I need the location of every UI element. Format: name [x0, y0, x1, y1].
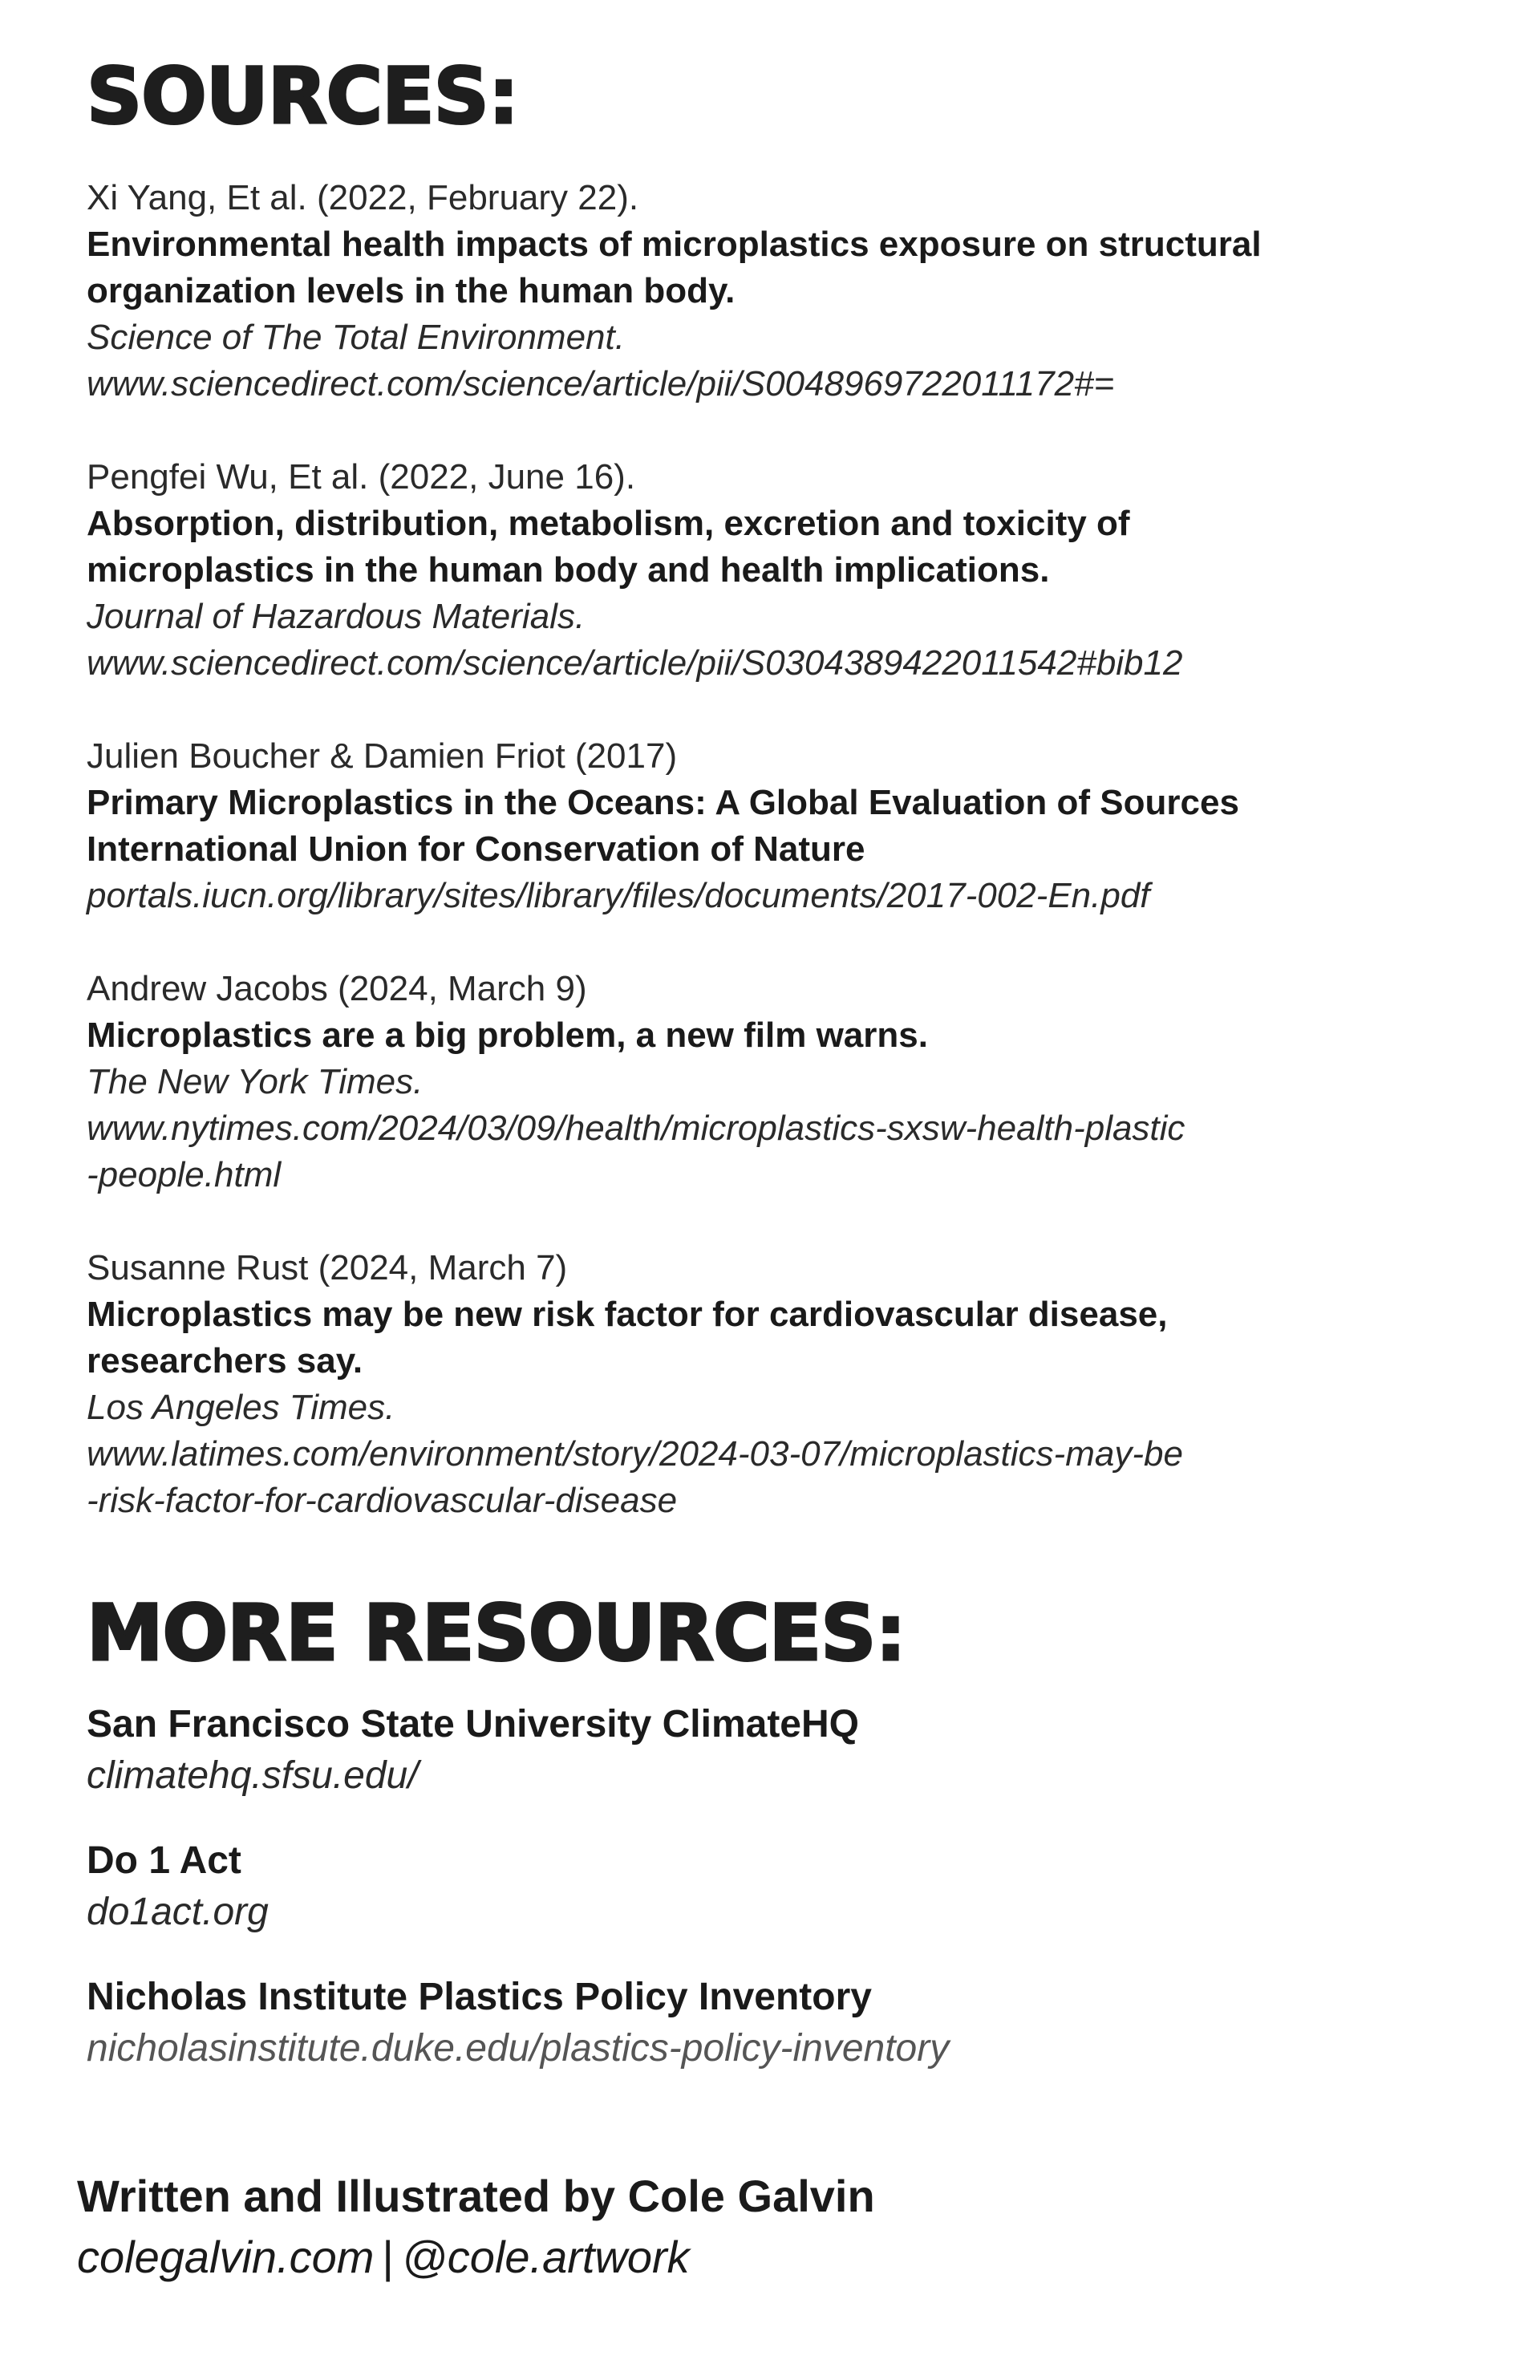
- source-title: International Union for Conservation of Nature: [87, 829, 865, 869]
- source-entry: [87, 175, 1466, 407]
- source-url[interactable]: portals.iucn.org/library/sites/library/files/documents/2017-002-En.pdf: [87, 876, 1150, 915]
- source-title: Microplastics are a big problem, a new film warns.: [87, 1016, 928, 1055]
- source-author: Pengfei Wu, Et al. (2022, June 16).: [87, 457, 636, 497]
- source-title: Primary Microplastics in the Oceans: A Global Evaluation of Sources: [87, 783, 1239, 822]
- author-byline: Written and Illustrated by Cole Galvin: [77, 2171, 875, 2221]
- source-title: Absorption, distribution, metabolism, excretion and toxicity of: [87, 504, 1130, 543]
- source-url[interactable]: -people.html: [87, 1155, 282, 1194]
- source-title: Environmental health impacts of microplastics exposure on structural: [87, 225, 1262, 264]
- source-url[interactable]: www.nytimes.com/2024/03/09/health/microplastics-sxsw-health-plastic: [87, 1109, 1185, 1148]
- author-website[interactable]: colegalvin.com: [77, 2232, 375, 2282]
- source-author: Susanne Rust (2024, March 7): [87, 1248, 568, 1287]
- source-url[interactable]: www.latimes.com/environment/story/2024-03-07/microplastics-may-be: [87, 1434, 1183, 1474]
- source-author: Julien Boucher & Damien Friot (2017): [87, 736, 678, 776]
- resource-name: Do 1 Act: [87, 1839, 241, 1882]
- source-title: researchers say.: [87, 1341, 363, 1381]
- credits: [77, 2166, 1457, 2288]
- source-title: organization levels in the human body.: [87, 271, 736, 310]
- resource-name: San Francisco State University ClimateHQ: [87, 1703, 859, 1745]
- resource-item: [87, 1972, 1466, 2074]
- sources-heading: SOURCES:: [87, 51, 519, 141]
- author-instagram[interactable]: @cole.artwork: [401, 2232, 690, 2282]
- source-author: Andrew Jacobs (2024, March 9): [87, 969, 587, 1008]
- source-entry: [87, 454, 1466, 687]
- handle-separator: |: [382, 2232, 394, 2282]
- resource-item: [87, 1699, 1466, 1802]
- source-publication: Los Angeles Times.: [87, 1388, 395, 1427]
- source-title: microplastics in the human body and health implications.: [87, 550, 1050, 590]
- resource-link[interactable]: climatehq.sfsu.edu/: [87, 1754, 419, 1797]
- source-publication: Journal of Hazardous Materials.: [87, 597, 586, 636]
- more-resources-heading: MORE RESOURCES:: [87, 1588, 906, 1678]
- sources-list: [87, 175, 1466, 1571]
- source-url[interactable]: www.sciencedirect.com/science/article/pii/S0304389422011542#bib12: [87, 643, 1183, 683]
- source-publication: Science of The Total Environment.: [87, 318, 625, 357]
- resource-item: [87, 1835, 1466, 1938]
- resources-list: [87, 1699, 1466, 2108]
- source-entry: [87, 733, 1466, 919]
- resource-link[interactable]: nicholasinstitute.duke.edu/plastics-policy-inventory: [87, 2027, 950, 2070]
- source-publication: The New York Times.: [87, 1062, 424, 1101]
- source-title: Microplastics may be new risk factor for cardiovascular disease,: [87, 1295, 1168, 1334]
- resource-name: Nicholas Institute Plastics Policy Inventory: [87, 1976, 872, 2018]
- author-handles: [77, 2227, 1457, 2288]
- resource-link[interactable]: do1act.org: [87, 1891, 269, 1933]
- source-author: Xi Yang, Et al. (2022, February 22).: [87, 178, 639, 217]
- source-entry: [87, 966, 1466, 1198]
- source-entry: [87, 1245, 1466, 1524]
- source-url[interactable]: www.sciencedirect.com/science/article/pii/S0048969722011172#=: [87, 364, 1115, 403]
- source-url[interactable]: -risk-factor-for-cardiovascular-disease: [87, 1481, 678, 1520]
